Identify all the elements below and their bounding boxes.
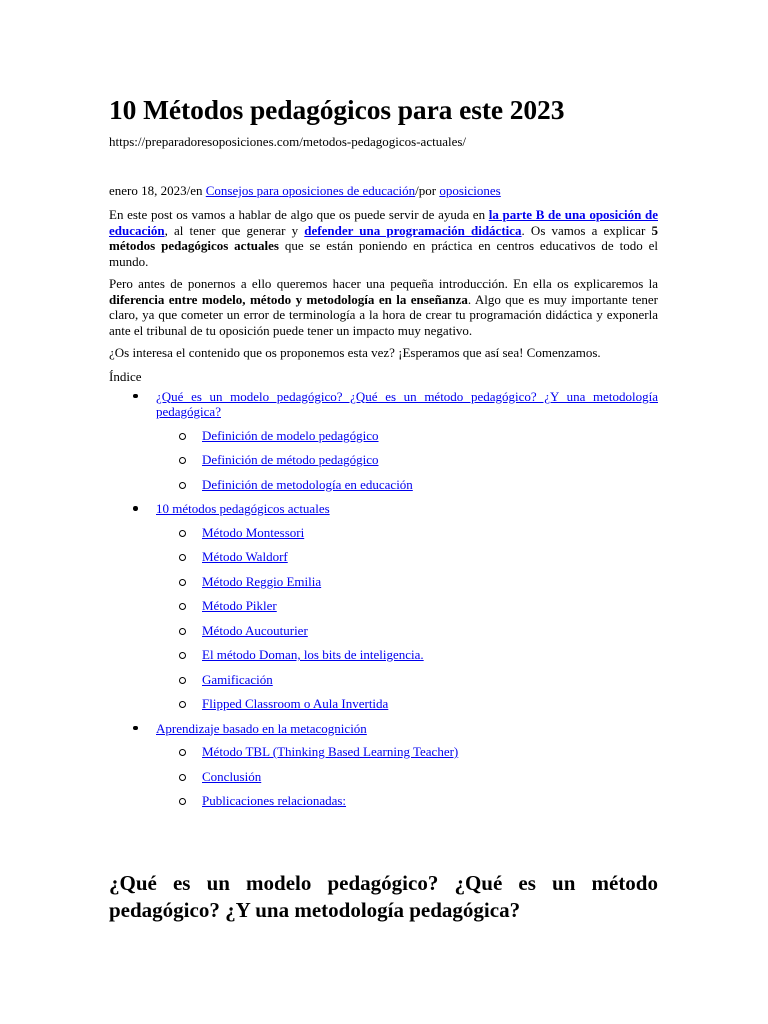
toc-sublink[interactable]: Método Waldorf <box>202 549 288 564</box>
toc-sublink[interactable]: Definición de metodología en educación <box>202 476 413 492</box>
second-text-2: . Algo que es muy importante tener claro, ya que cometer un error de terminología a la hora de crear tu programación didáctica y exponerla ante el tribunal de tu oposición puede tener un impacto muy negativo. <box>109 291 658 338</box>
second-text-1: Pero antes de ponernos a ello queremos hacer una pequeña introducción. En ella os explicaremos la <box>109 276 658 291</box>
post-date: enero 18, 2023/en <box>109 183 206 198</box>
toc-sublink[interactable]: Conclusión <box>202 768 262 784</box>
page-title: 10 Métodos pedagógicos para este 2023 <box>109 94 565 125</box>
toc-subitem <box>156 574 658 590</box>
circle-bullet-icon <box>179 433 186 440</box>
circle-bullet-icon <box>179 603 186 610</box>
toc-sublink[interactable]: Método TBL (Thinking Based Learning Teacher) <box>202 744 459 759</box>
circle-bullet-icon <box>179 798 186 805</box>
toc-sublist <box>156 525 658 712</box>
circle-bullet-icon <box>179 652 186 659</box>
circle-bullet-icon <box>179 749 186 756</box>
oposicion-link[interactable]: la parte B de una oposición de educación <box>109 207 658 238</box>
toc-subitem <box>156 598 658 614</box>
circle-bullet-icon <box>179 774 186 781</box>
toc-sublink[interactable]: Método Montessori <box>202 524 305 540</box>
intro-bold: 5 métodos pedagógicos actuales <box>109 222 658 253</box>
toc-subitem <box>156 477 658 493</box>
table-of-contents <box>109 389 658 809</box>
toc-sublink[interactable]: Método Aucouturier <box>202 622 308 638</box>
intro-text-3: . Os vamos a explicar <box>521 222 652 238</box>
toc-sublink[interactable]: El método Doman, los bits de inteligencia. <box>202 647 424 662</box>
index-label: Índice <box>109 368 142 384</box>
toc-link[interactable]: 10 métodos pedagógicos actuales <box>156 501 330 516</box>
second-bold: diferencia entre modelo, método y metodología en la enseñanza <box>109 291 468 307</box>
toc-sublist <box>156 744 658 809</box>
toc-link[interactable]: Aprendizaje basado en la metacognición <box>156 720 367 736</box>
section-heading: ¿Qué es un modelo pedagógico? ¿Qué es un método pedagógico? ¿Y una metodología pedagógica? <box>109 871 658 922</box>
toc-link[interactable]: ¿Qué es un modelo pedagógico? ¿Qué es un método pedagógico? ¿Y una metodología pedagógica? <box>156 388 658 419</box>
toc-subitem <box>156 525 658 541</box>
programacion-link[interactable]: defender una programación didáctica <box>304 222 522 238</box>
author-link[interactable]: oposiciones <box>439 183 501 198</box>
article-body <box>109 92 658 818</box>
toc-sublink[interactable]: Publicaciones relacionadas: <box>202 793 347 808</box>
by-label: /por <box>415 183 440 198</box>
bullet-icon <box>133 506 138 511</box>
circle-bullet-icon <box>179 457 186 464</box>
third-paragraph: ¿Os interesa el contenido que os proponemos esta vez? ¡Esperamos que así sea! Comenzamos. <box>109 345 601 360</box>
post-meta <box>109 182 658 200</box>
toc-sublink[interactable]: Definición de modelo pedagógico <box>202 427 379 443</box>
toc-subitem <box>156 744 658 760</box>
circle-bullet-icon <box>179 579 186 586</box>
toc-subitem <box>156 696 658 712</box>
circle-bullet-icon <box>179 677 186 684</box>
intro-text-4: que se están poniendo en práctica en centros educativos de todo el mundo. <box>109 238 658 269</box>
toc-item <box>109 721 658 809</box>
toc-sublink[interactable]: Gamificación <box>202 671 273 687</box>
bullet-icon <box>133 394 138 399</box>
circle-bullet-icon <box>179 530 186 537</box>
intro-text-1: En este post os vamos a hablar de algo que os puede servir de ayuda en <box>109 207 489 222</box>
intro-text-2: , al tener que generar y <box>164 222 305 238</box>
toc-sublink[interactable]: Método Pikler <box>202 598 277 613</box>
bullet-icon <box>133 726 138 731</box>
toc-sublink[interactable]: Método Reggio Emilia <box>202 573 322 589</box>
circle-bullet-icon <box>179 554 186 561</box>
toc-subitem <box>156 769 658 785</box>
circle-bullet-icon <box>179 701 186 708</box>
toc-subitem <box>156 672 658 688</box>
toc-sublink[interactable]: Definición de método pedagógico <box>202 452 379 467</box>
toc-item <box>109 389 658 493</box>
toc-subitem <box>156 428 658 444</box>
toc-subitem <box>156 793 658 809</box>
toc-sublist <box>156 428 658 493</box>
toc-subitem <box>156 647 658 663</box>
toc-subitem <box>156 549 658 565</box>
toc-subitem <box>156 452 658 468</box>
second-paragraph <box>109 276 658 338</box>
circle-bullet-icon <box>179 482 186 489</box>
toc-subitem <box>156 623 658 639</box>
intro-paragraph <box>109 207 658 269</box>
source-url: https://preparadoresoposiciones.com/metodos-pedagogicos-actuales/ <box>109 134 467 149</box>
toc-sublink[interactable]: Flipped Classroom o Aula Invertida <box>202 696 389 711</box>
category-link[interactable]: Consejos para oposiciones de educación <box>205 183 416 198</box>
toc-item <box>109 501 658 712</box>
circle-bullet-icon <box>179 628 186 635</box>
